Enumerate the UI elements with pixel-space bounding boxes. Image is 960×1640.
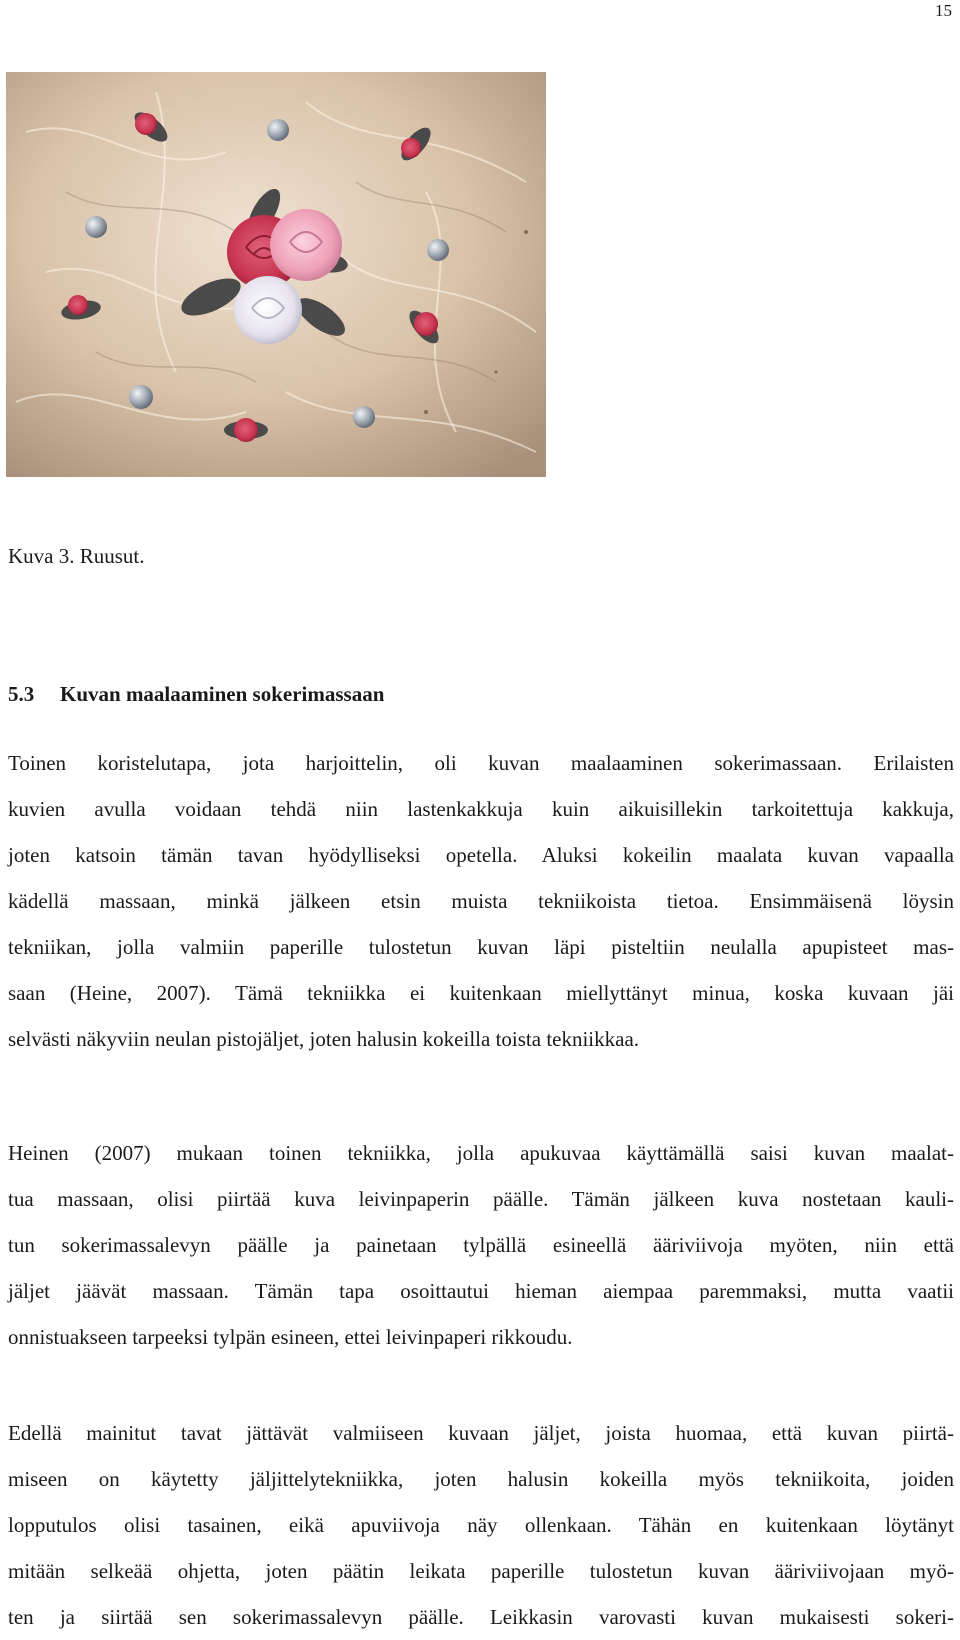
text-line: tun sokerimassalevyn päälle ja painetaan tylpällä esineellä ääriviivoja myöten, niin että — [8, 1233, 954, 1257]
text-line: Toinen koristelutapa, jota harjoittelin, oli kuvan maalaaminen sokerimassaan. Erilaisten — [8, 751, 954, 775]
text-line: jäljet jäävät massaan. Tämän tapa osoittautui hieman aiempaa paremmaksi, mutta vaatii — [8, 1279, 954, 1303]
text-line: selvästi näkyviin neulan pistojäljet, joten halusin kokeilla toista tekniikkaa. — [8, 1027, 640, 1051]
text-line: kuvien avulla voidaan tehdä niin lastenkakkuja kuin aikuisillekin tarkoitettuja kakkuja, — [8, 797, 954, 821]
text-line: onnistuakseen tarpeeksi tylpän esineen, ettei leivinpaperi rikkoudu. — [8, 1325, 573, 1349]
paragraph-2 — [8, 1130, 954, 1360]
text-line: mitään selkeää ohjetta, joten päätin leikata paperille tulostetun kuvan ääriviivojaan myö- — [8, 1559, 954, 1583]
text-line: kädellä massaan, minkä jälkeen etsin muista tekniikoista tietoa. Ensimmäisenä löysin — [8, 889, 954, 913]
text-line: lopputulos olisi tasainen, eikä apuviivoja näy ollenkaan. Tähän en kuitenkaan löytänyt — [8, 1513, 954, 1537]
text-line: Edellä mainitut tavat jättävät valmiiseen kuvaan jäljet, joista huomaa, että kuvan piirtä- — [8, 1421, 954, 1445]
section-heading — [8, 678, 384, 710]
paragraph-3 — [8, 1410, 954, 1640]
section-title: Kuvan maalaaminen sokerimassaan — [60, 682, 385, 706]
text-line: miseen on käytetty jäljittelytekniikka, joten halusin kokeilla myös tekniikoita, joiden — [8, 1467, 954, 1491]
figure-caption: Kuva 3. Ruusut. — [8, 544, 145, 568]
text-line: tua massaan, olisi piirtää kuva leivinpaperin päälle. Tämän jälkeen kuva nostetaan kauli- — [8, 1187, 954, 1211]
text-line: ten ja siirtää sen sokerimassalevyn päälle. Leikkasin varovasti kuvan mukaisesti sokeri- — [8, 1605, 954, 1629]
text-line: tekniikan, jolla valmiin paperille tulostetun kuvan läpi pisteltiin neulalla apupisteet mas- — [8, 935, 954, 959]
roses-photo — [6, 72, 546, 477]
text-line: Heinen (2007) mukaan toinen tekniikka, jolla apukuvaa käyttämällä saisi kuvan maalat- — [8, 1141, 954, 1165]
text-line: joten katsoin tämän tavan hyödylliseksi opetella. Aluksi kokeilin maalata kuvan vapaalla — [8, 843, 954, 867]
section-number: 5.3 — [8, 682, 35, 706]
paragraph-1 — [8, 740, 954, 1062]
text-line: saan (Heine, 2007). Tämä tekniikka ei kuitenkaan miellyttänyt minua, koska kuvaan jäi — [8, 981, 954, 1005]
page-number: 15 — [935, 1, 952, 20]
